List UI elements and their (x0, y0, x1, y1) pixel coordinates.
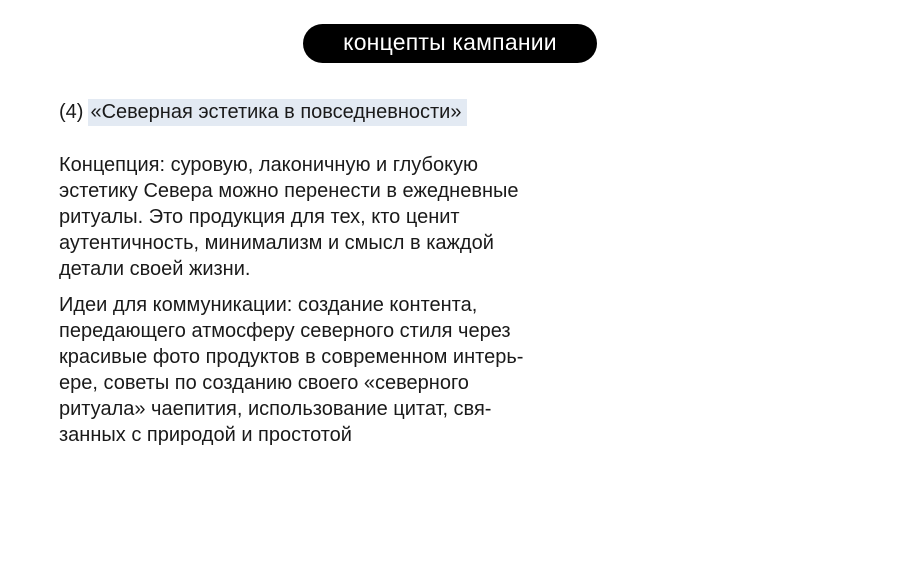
concept-paragraph (59, 152, 559, 282)
ideas-line: Идеи для коммуникации: создание контента, (59, 294, 478, 316)
ideas-line: ере, советы по созданию своего «северного (59, 372, 469, 394)
section-heading (59, 99, 467, 126)
concept-line: детали своей жизни. (59, 258, 251, 280)
ideas-line: красивые фото продуктов в современном интерь- (59, 346, 524, 368)
ideas-paragraph (59, 292, 559, 448)
section-heading-text: «Северная эстетика в повседневности» (88, 99, 467, 126)
ideas-line: передающего атмосферу северного стиля через (59, 320, 511, 342)
section-number: (4) (59, 101, 84, 123)
ideas-line: ритуала» чаепития, использование цитат, свя- (59, 398, 492, 420)
concept-line: аутентичность, минимализм и смысл в каждой (59, 232, 494, 254)
concept-line: ритуалы. Это продукция для тех, кто ценит (59, 206, 460, 228)
concept-line: эстетику Севера можно перенести в ежедневные (59, 180, 519, 202)
page-title: концепты кампании (343, 29, 557, 55)
ideas-line: занных с природой и простотой (59, 424, 352, 446)
concept-line: Концепция: суровую, лаконичную и глубокую (59, 154, 479, 176)
page-title-pill (303, 24, 597, 63)
